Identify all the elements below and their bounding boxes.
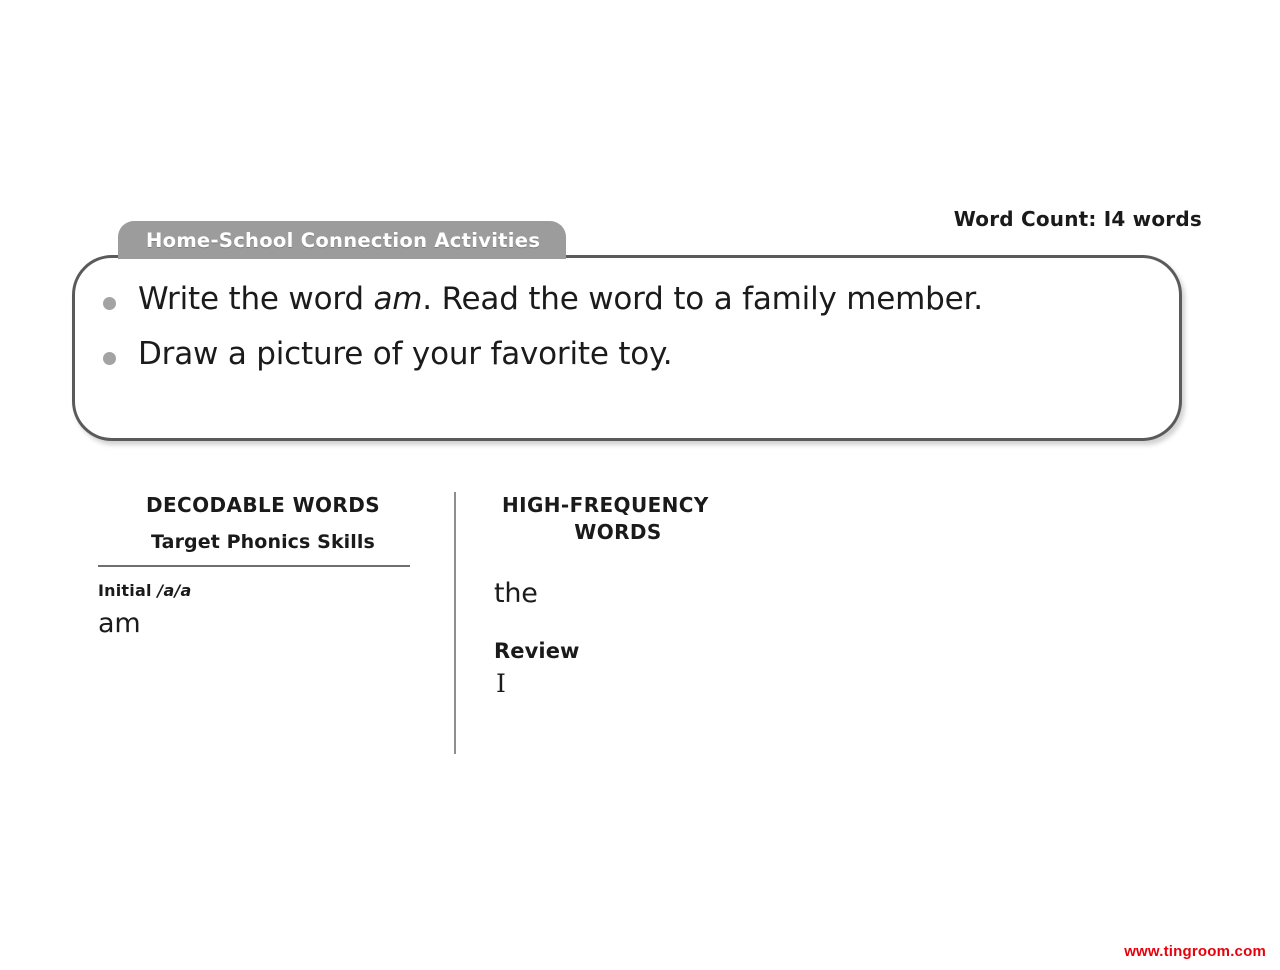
activities-list bbox=[103, 280, 1155, 390]
home-school-tab-label: Home-School Connection Activities bbox=[146, 228, 541, 252]
list-item bbox=[103, 280, 1155, 319]
activity-text bbox=[138, 280, 983, 319]
phonics-skill-label bbox=[98, 581, 428, 600]
decodable-words-column bbox=[98, 492, 428, 639]
section-divider bbox=[98, 565, 410, 567]
high-frequency-words-column bbox=[492, 492, 792, 698]
phonics-skill-emphasis: /a/a bbox=[157, 581, 192, 600]
review-label: Review bbox=[494, 639, 580, 663]
words-columns bbox=[98, 492, 798, 762]
target-phonics-skills-subtitle: Target Phonics Skills bbox=[151, 531, 375, 553]
high-frequency-title-line1: HIGH-FREQUENCY bbox=[502, 493, 709, 517]
review-word: I bbox=[496, 669, 506, 698]
home-school-activities-box bbox=[72, 255, 1182, 441]
home-school-tab bbox=[118, 221, 566, 259]
activity-text-after: . Read the word to a family member. bbox=[422, 281, 983, 317]
high-frequency-word: the bbox=[494, 578, 538, 609]
activity-text-before: Write the word bbox=[138, 281, 374, 317]
decodable-word: am bbox=[98, 608, 141, 639]
activity-text bbox=[138, 335, 672, 374]
decodable-words-title: DECODABLE WORDS bbox=[145, 493, 381, 517]
word-count-label: Word Count: I4 words bbox=[953, 207, 1202, 231]
site-watermark: www.tingroom.com bbox=[1124, 943, 1266, 960]
list-item bbox=[103, 335, 1155, 374]
bullet-icon bbox=[103, 352, 116, 365]
column-divider bbox=[454, 492, 456, 754]
high-frequency-title-line2: WORDS bbox=[574, 520, 662, 544]
high-frequency-words-title bbox=[492, 492, 792, 546]
activity-text-before: Draw a picture of your favorite toy. bbox=[138, 335, 673, 372]
phonics-skill-text: Initial bbox=[98, 581, 158, 600]
activity-text-emphasis: am bbox=[373, 281, 423, 317]
bullet-icon bbox=[103, 297, 116, 310]
